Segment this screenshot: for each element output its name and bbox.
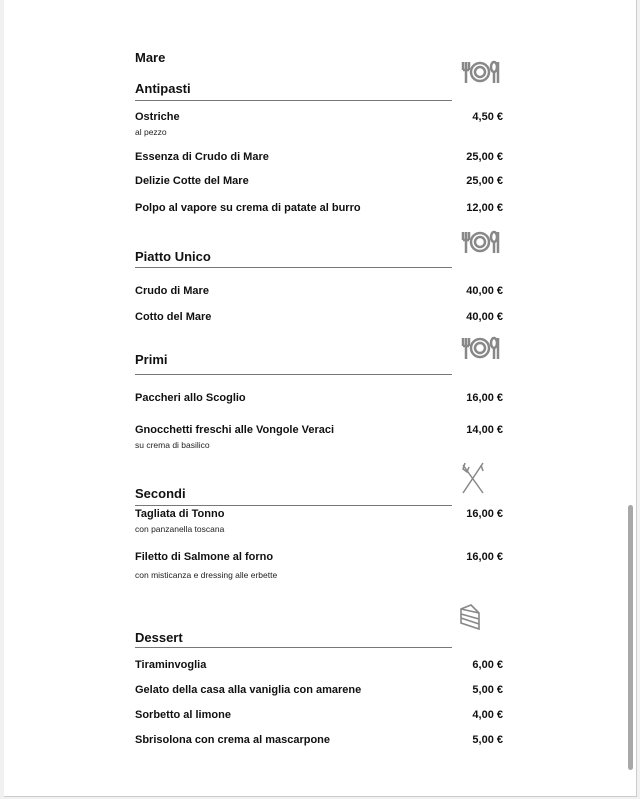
plate-cutlery-icon (459, 60, 501, 89)
menu-item-price: 25,00 € (466, 151, 503, 163)
section-divider (135, 374, 452, 375)
menu-item-price: 5,00 € (472, 684, 503, 696)
menu-item-name: Ostriche (135, 111, 180, 123)
section-divider (135, 100, 452, 101)
menu-item-name: Sbrisolona con crema al mascarpone (135, 734, 331, 746)
section-heading: Dessert (135, 630, 183, 645)
page-title: Mare (135, 50, 166, 65)
section-heading: Piatto Unico (135, 249, 211, 264)
menu-item-price: 4,50 € (472, 111, 503, 123)
plate-cutlery-icon (459, 336, 501, 365)
menu-item-name: Sorbetto al limone (135, 709, 231, 721)
menu-item-price: 16,00 € (466, 392, 503, 404)
menu-item-name: Essenza di Crudo di Mare (135, 151, 269, 163)
section-divider (135, 505, 452, 506)
section-divider (135, 647, 452, 648)
menu-item-price: 16,00 € (466, 508, 503, 520)
menu-item-price: 16,00 € (466, 551, 503, 563)
section-heading: Secondi (135, 486, 186, 501)
menu-item-name: Tiraminvoglia (135, 659, 207, 671)
section-heading: Antipasti (135, 81, 191, 96)
menu-page (4, 0, 637, 797)
menu-item-price: 14,00 € (466, 424, 503, 436)
menu-item-price: 25,00 € (466, 175, 503, 187)
scrollbar[interactable] (628, 505, 633, 770)
menu-item-description: con panzanella toscana (135, 524, 225, 534)
menu-item-name: Cotto del Mare (135, 311, 212, 323)
menu-item-name: Filetto di Salmone al forno (135, 551, 274, 563)
section-heading: Primi (135, 352, 168, 367)
menu-item-name: Gelato della casa alla vaniglia con amarene (135, 684, 362, 696)
menu-item-name: Crudo di Mare (135, 285, 209, 297)
menu-item-description: al pezzo (135, 127, 167, 137)
menu-item-name: Tagliata di Tonno (135, 508, 225, 520)
section-divider (135, 267, 452, 268)
menu-item-price: 6,00 € (472, 659, 503, 671)
menu-item-price: 5,00 € (472, 734, 503, 746)
menu-item-price: 4,00 € (472, 709, 503, 721)
menu-item-name: Delizie Cotte del Mare (135, 175, 249, 187)
menu-item-price: 40,00 € (466, 285, 503, 297)
menu-item-name: Gnocchetti freschi alle Vongole Veraci (135, 424, 335, 436)
menu-item-price: 12,00 € (466, 202, 503, 214)
menu-item-name: Polpo al vapore su crema di patate al burro (135, 202, 361, 214)
menu-item-description: con misticanza e dressing alle erbette (135, 570, 278, 580)
cake-icon (459, 603, 481, 636)
menu-item-description: su crema di basilico (135, 440, 210, 450)
fork-knife-icon (459, 461, 487, 500)
menu-item-name: Paccheri allo Scoglio (135, 392, 246, 404)
menu-item-price: 40,00 € (466, 311, 503, 323)
plate-cutlery-icon (459, 230, 501, 259)
